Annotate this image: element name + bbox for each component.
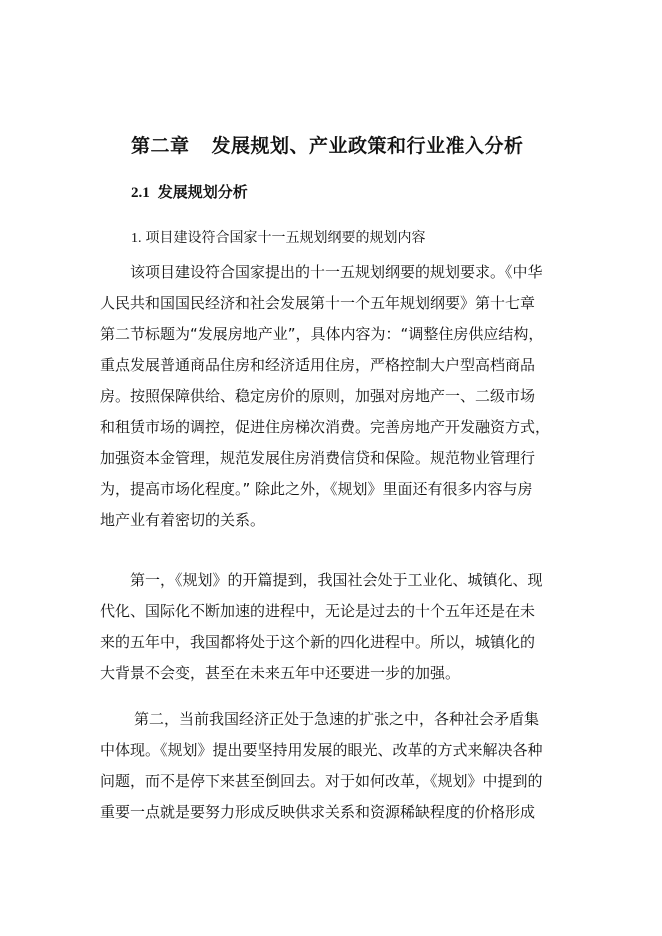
paragraph-1 bbox=[100, 257, 570, 536]
paragraph-line: 代化、国际化不断加速的进程中，无论是过去的十个五年还是在未 bbox=[100, 602, 536, 620]
chapter-number: 第二章 bbox=[131, 135, 190, 157]
paragraph-line: 和租赁市场的调控，促进住房梯次消费。完善房地产开发融资方式， bbox=[100, 418, 551, 436]
sub-heading-number: 1. bbox=[131, 231, 142, 246]
section-title bbox=[131, 181, 248, 202]
paragraph-line: 第一，《规划》的开篇提到，我国社会处于工业化、城镇化、现 bbox=[130, 571, 543, 589]
sub-heading-text: 项目建设符合国家十一五规划纲要的规划内容 bbox=[145, 230, 426, 246]
paragraph-2 bbox=[100, 565, 570, 689]
paragraph-line: 中体现。《规划》提出要坚持用发展的眼光、改革的方式来解决各种 bbox=[100, 741, 543, 759]
sub-heading bbox=[131, 227, 426, 247]
paragraph-line: 加强资本金管理，规范发展住房消费信贷和保险。规范物业管理行 bbox=[100, 449, 536, 467]
paragraph-line: 第二节标题为“发展房地产业”，具体内容为：“调整住房供应结构， bbox=[100, 325, 544, 343]
paragraph-3 bbox=[100, 704, 570, 828]
section-number: 2.1 bbox=[131, 185, 150, 201]
section-title-text: 发展规划分析 bbox=[157, 183, 248, 201]
paragraph-line: 为，提高市场化程度。” 除此之外，《规划》里面还有很多内容与房 bbox=[100, 480, 533, 498]
paragraph-line: 地产业有着密切的关系。 bbox=[100, 511, 266, 529]
paragraph-line: 问题，而不是停下来甚至倒回去。对于如何改革，《规划》中提到的 bbox=[100, 772, 543, 790]
chapter-title-text: 发展规划、产业政策和行业准入分析 bbox=[211, 135, 524, 157]
paragraph-line: 该项目建设符合国家提出的十一五规划纲要的规划要求。《中华 bbox=[130, 263, 543, 281]
paragraph-line: 第二，当前我国经济正处于急速的扩张之中，各种社会矛盾集 bbox=[134, 710, 540, 728]
paragraph-line: 人民共和国国民经济和社会发展第十一个五年规划纲要》第十七章 bbox=[100, 294, 536, 312]
paragraph-line: 来的五年中，我国都将处于这个新的四化进程中。所以，城镇化的 bbox=[100, 633, 536, 651]
paragraph-line: 重要一点就是要努力形成反映供求关系和资源稀缺程度的价格形成 bbox=[100, 803, 536, 821]
paragraph-line: 房。按照保障供给、稳定房价的原则，加强对房地产一、二级市场 bbox=[100, 387, 536, 405]
paragraph-line: 重点发展普通商品住房和经济适用住房，严格控制大户型高档商品 bbox=[100, 356, 536, 374]
paragraph-line: 大背景不会变，甚至在未来五年中还要进一步的加强。 bbox=[100, 664, 461, 682]
chapter-title bbox=[131, 131, 524, 158]
